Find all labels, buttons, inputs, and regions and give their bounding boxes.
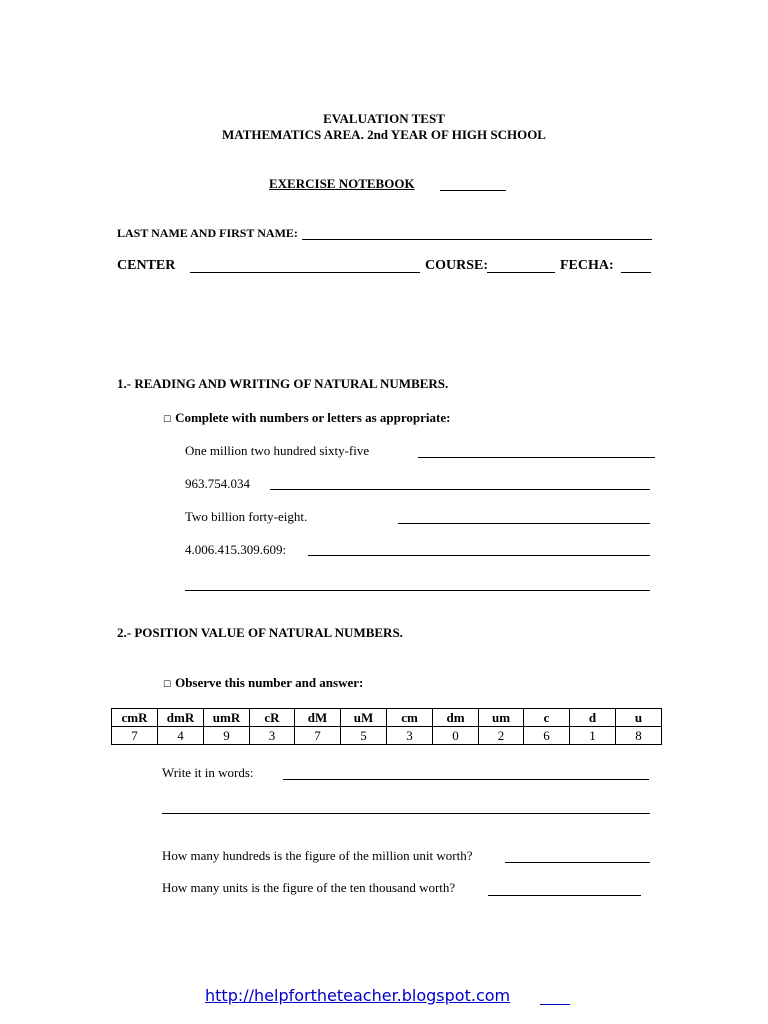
q-units-text: How many units is the figure of the ten thousand worth?: [162, 880, 456, 895]
name-answer-line[interactable]: [302, 239, 652, 240]
table-header-cell: u: [616, 709, 662, 727]
item-4-answer-line-2[interactable]: [185, 590, 650, 591]
table-header-cell: cR: [250, 709, 295, 727]
q-words-answer-line[interactable]: [283, 779, 649, 780]
section1-instruction: [163, 410, 450, 426]
table-value-cell: 6: [524, 727, 570, 745]
table-value-cell: 1: [570, 727, 616, 745]
notebook-title: EXERCISE NOTEBOOK: [269, 176, 415, 191]
table-header-cell: cmR: [112, 709, 158, 727]
section1-instruction-text: Complete with numbers or letters as appropriate:: [175, 410, 451, 425]
section1-heading: 1.- READING AND WRITING OF NATURAL NUMBERS.: [117, 376, 449, 391]
table-value-cell: 0: [433, 727, 479, 745]
table-value-cell: 3: [250, 727, 295, 745]
section2-instruction: [163, 675, 363, 691]
table-header-cell: cm: [387, 709, 433, 727]
table-header-cell: d: [570, 709, 616, 727]
fecha-answer-line[interactable]: [621, 272, 651, 273]
item-3-text: Two billion forty-eight.: [185, 509, 308, 524]
q-words-answer-line-2[interactable]: [162, 813, 650, 814]
checkbox-bullet-icon: ☐: [163, 680, 172, 690]
position-value-table: [111, 708, 662, 745]
test-subtitle: MATHEMATICS AREA. 2nd YEAR OF HIGH SCHOOL: [222, 127, 546, 142]
table-value-cell: 8: [616, 727, 662, 745]
course-answer-line[interactable]: [487, 272, 555, 273]
fecha-label: FECHA:: [560, 258, 614, 273]
name-label: LAST NAME AND FIRST NAME:: [117, 226, 298, 240]
item-2-answer-line[interactable]: [270, 489, 650, 490]
q-hundreds-text: How many hundreds is the figure of the million unit worth?: [162, 848, 473, 863]
item-1-text: One million two hundred sixty-five: [185, 443, 370, 458]
course-label: COURSE:: [425, 258, 489, 273]
table-value-cell: 3: [387, 727, 433, 745]
table-header-cell: umR: [204, 709, 250, 727]
table-header-row: [112, 709, 662, 727]
q-units-answer-line[interactable]: [488, 895, 641, 896]
item-2-text: 963.754.034: [185, 476, 250, 491]
table-value-cell: 7: [295, 727, 341, 745]
section2-instruction-text: Observe this number and answer:: [175, 675, 364, 690]
table-header-cell: um: [479, 709, 524, 727]
table-header-cell: dM: [295, 709, 341, 727]
center-label: CENTER: [117, 258, 176, 273]
table-value-cell: 5: [341, 727, 387, 745]
section2-heading: 2.- POSITION VALUE OF NATURAL NUMBERS.: [117, 625, 403, 640]
item-4-text: 4.006.415.309.609:: [185, 542, 287, 557]
table-row: [112, 727, 662, 745]
table-header-cell: c: [524, 709, 570, 727]
center-answer-line[interactable]: [190, 272, 420, 273]
notebook-underline: [440, 190, 506, 191]
item-4-answer-line[interactable]: [308, 555, 650, 556]
blog-link[interactable]: http://helpfortheteacher.blogspot.com: [205, 986, 511, 1005]
table-header-cell: dm: [433, 709, 479, 727]
item-3-answer-line[interactable]: [398, 523, 650, 524]
checkbox-bullet-icon: ☐: [163, 415, 172, 425]
item-1-answer-line[interactable]: [418, 457, 655, 458]
blog-link-trailing-underline: [540, 1004, 570, 1005]
q-words-text: Write it in words:: [162, 765, 254, 780]
table-value-cell: 4: [158, 727, 204, 745]
table-value-cell: 7: [112, 727, 158, 745]
test-title: EVALUATION TEST: [323, 111, 445, 126]
table-value-cell: 2: [479, 727, 524, 745]
table-value-cell: 9: [204, 727, 250, 745]
q-hundreds-answer-line[interactable]: [505, 862, 650, 863]
table-header-cell: uM: [341, 709, 387, 727]
table-header-cell: dmR: [158, 709, 204, 727]
